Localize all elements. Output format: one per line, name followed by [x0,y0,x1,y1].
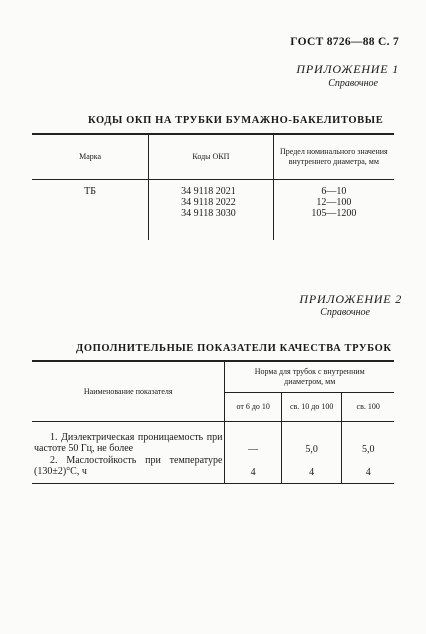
okp-codes-table [32,133,394,240]
section-2-title: ДОПОЛНИТЕЛЬНЫЕ ПОКАЗАТЕЛИ КАЧЕСТВА ТРУБОК [76,343,392,354]
table-row [32,180,394,241]
column-header-norm-group: Норма для трубок с внутренним диаметром, мм [225,361,394,393]
table-header-row [32,361,394,393]
diameter-range: 12—100 [316,197,352,208]
okp-code: 34 9118 3030 [181,208,236,219]
column-header-indicator: Наименование показателя [32,361,225,422]
cell-indicator-name: 1. Диэлектрическая проницаемость при частоте 50 Гц, не более [34,432,223,454]
cell-diameter-ranges [273,180,394,241]
diameter-range: 105—1200 [311,208,357,219]
appendix-2-subtitle: Справочное [320,307,370,318]
table-header-row [32,134,394,180]
appendix-1-title: ПРИЛОЖЕНИЕ 1 [296,62,399,76]
column-header-10-100: св. 10 до 100 [281,393,341,422]
page-header: ГОСТ 8726—88 С. 7 [290,36,399,48]
column-header-diameter: Предел номинального значения внутреннего диаметра, мм [273,134,394,180]
column-header-mark: Марка [32,134,149,180]
quality-indicators-table [32,360,394,484]
column-header-over-100: св. 100 [342,393,394,422]
cell-value-10-100: 5,0 [281,422,341,456]
cell-mark: ТБ [84,186,96,197]
column-header-codes: Коды ОКП [149,134,274,180]
cell-value-6-10: — [225,422,281,456]
appendix-1-subtitle: Справочное [328,78,378,89]
table-row [32,422,394,456]
appendix-2-title: ПРИЛОЖЕНИЕ 2 [299,292,402,306]
cell-value-over-100: 5,0 [342,422,394,456]
cell-codes [149,180,274,241]
okp-code: 34 9118 2022 [181,197,236,208]
cell-indicator-name: 2. Маслостойкость при температуре (130±2)°С, ч [32,455,225,484]
okp-code: 34 9118 2021 [181,186,236,197]
cell-value-over-100: 4 [342,455,394,484]
section-1-title: КОДЫ ОКП НА ТРУБКИ БУМАЖНО-БАКЕЛИТОВЫЕ [88,115,384,126]
cell-value-10-100: 4 [281,455,341,484]
column-header-6-10: от 6 до 10 [225,393,281,422]
cell-value-6-10: 4 [225,455,281,484]
diameter-range: 6—10 [321,186,347,197]
table-row [32,455,394,484]
